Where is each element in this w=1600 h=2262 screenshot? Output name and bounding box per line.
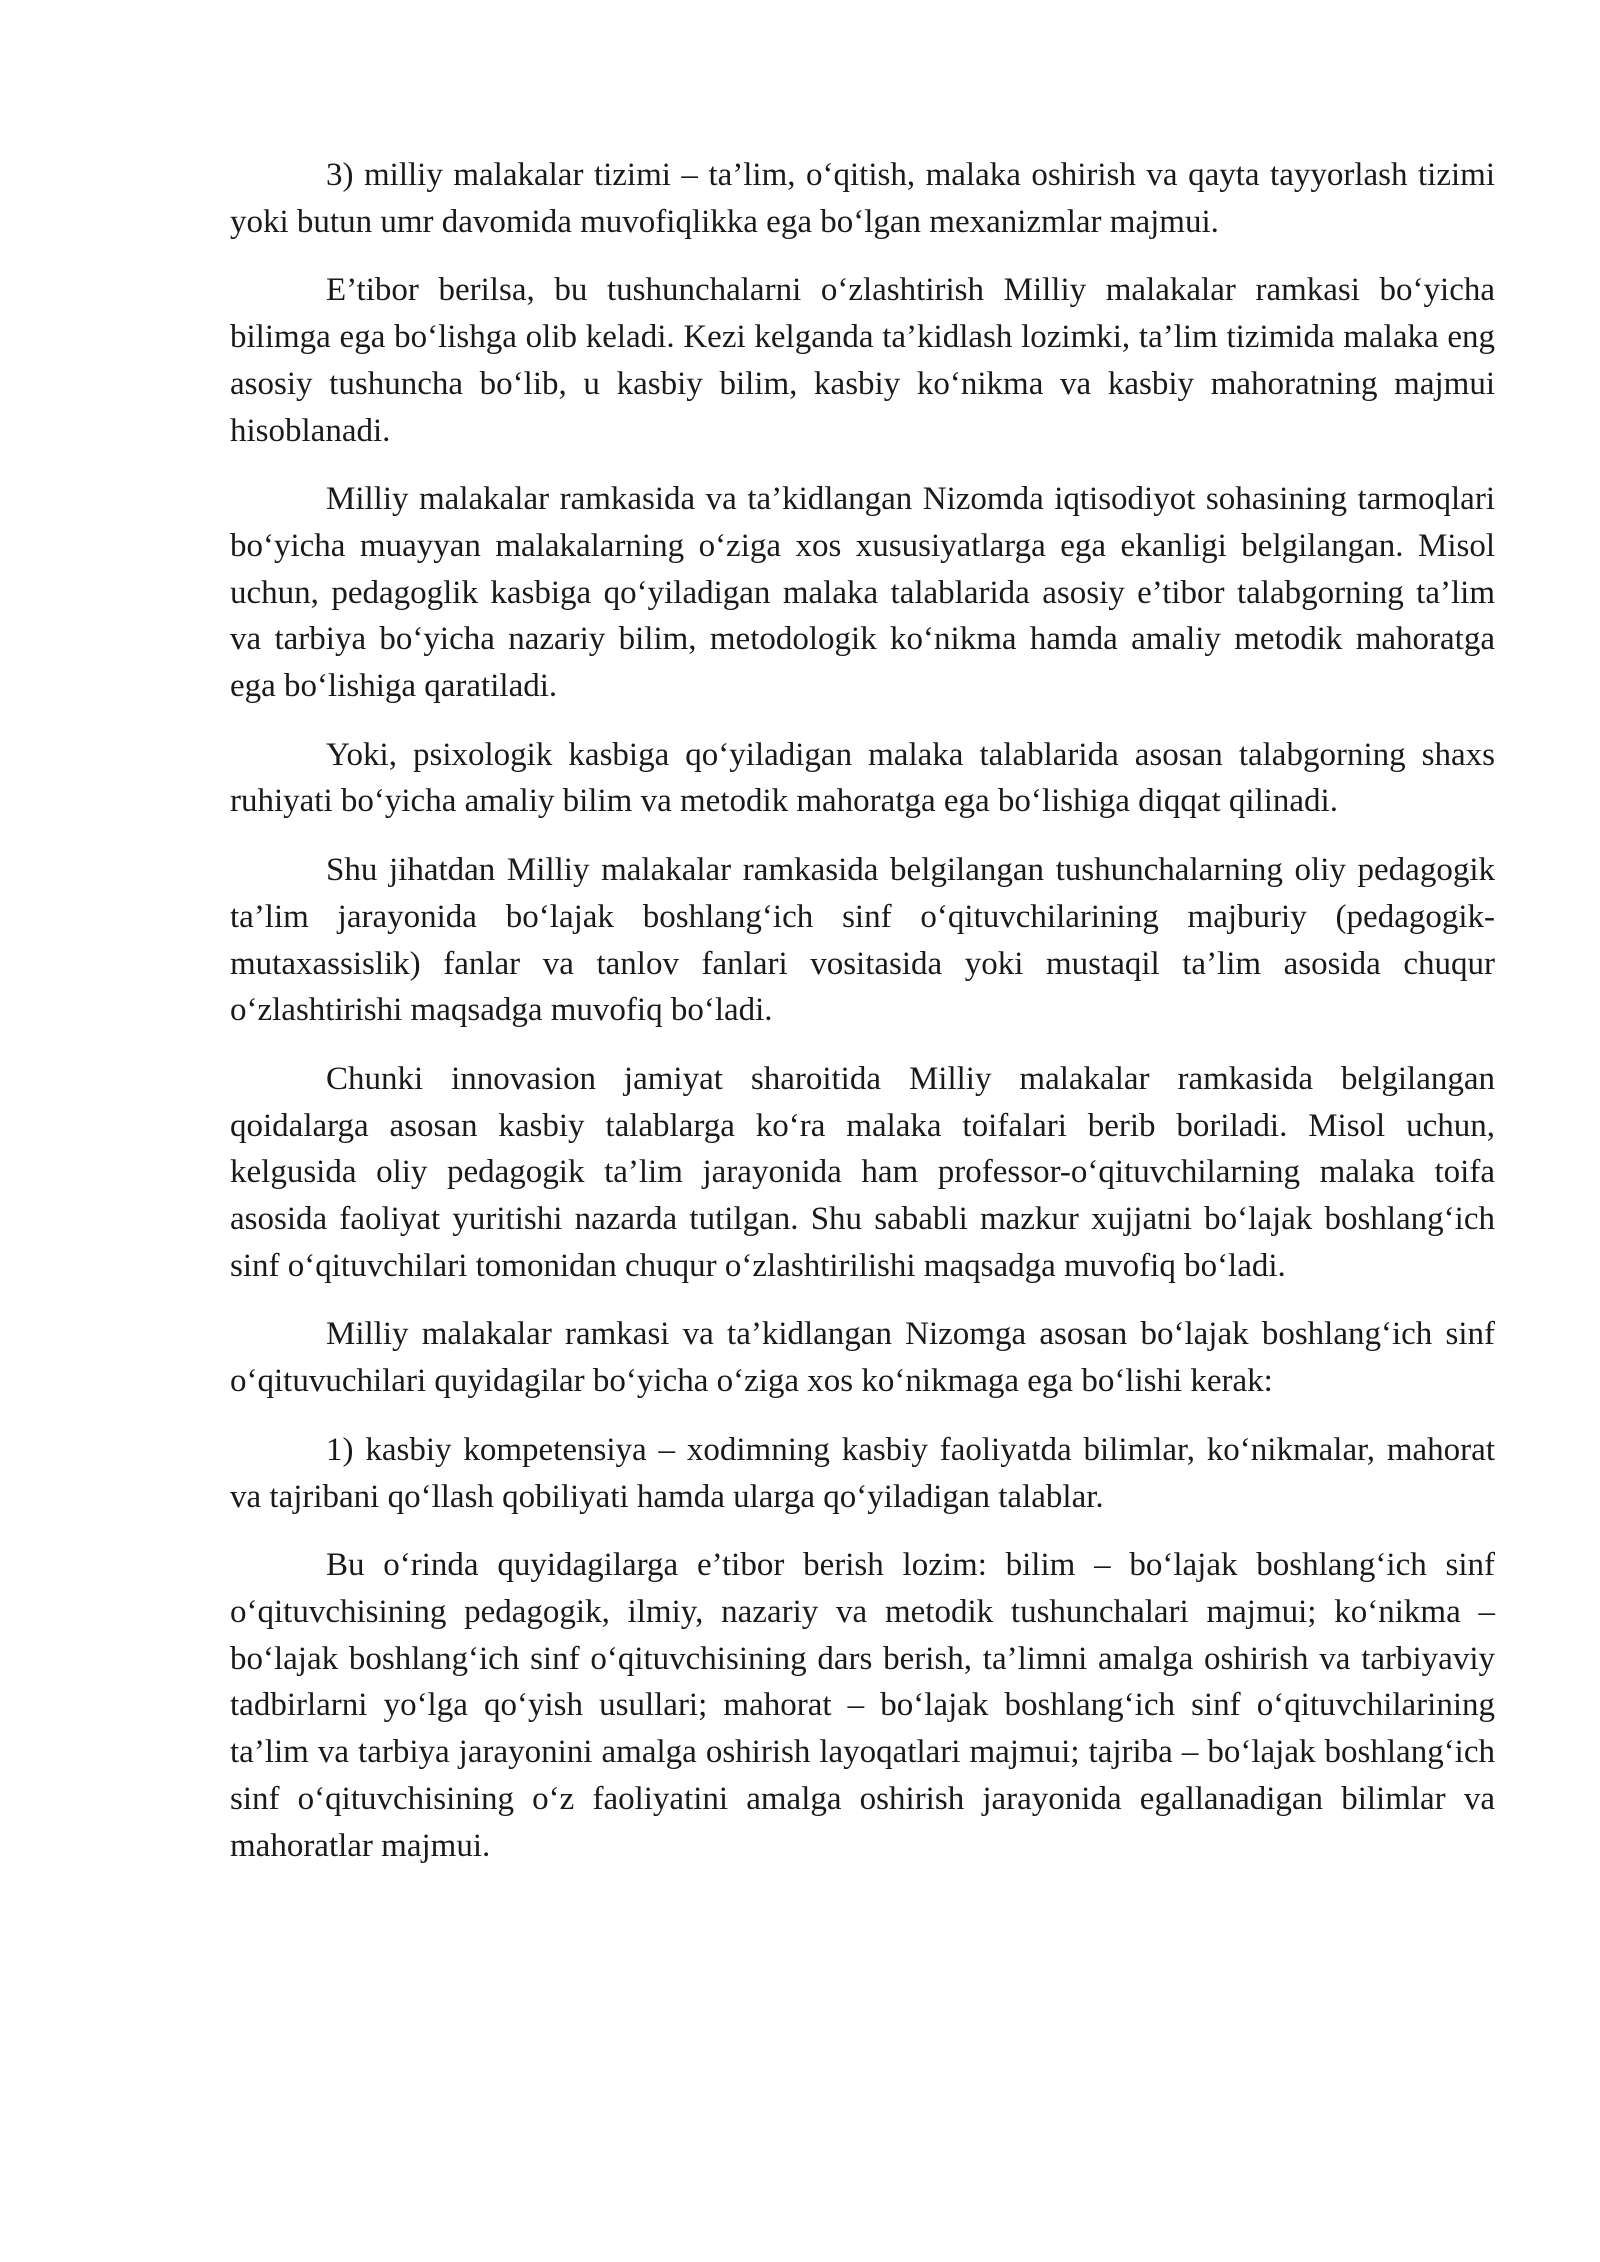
paragraph-3: Milliy malakalar ramkasida va ta’kidlangan Nizomda iqtisodiyot sohasining tarmoqlari bo‘yicha muayyan malakalarning o‘ziga xos xususiyatlarga ega ekanligi belgilangan. Misol uchun, pedagoglik kasbiga qo‘yiladigan malaka talablarida asosiy e’tibor talabgorning ta’lim va tarbiya bo‘yicha nazariy bilim, metodologik ko‘nikma hamda amaliy metodik mahoratga ega bo‘lishiga qaratiladi.	[230, 481, 1495, 705]
paragraph-2: E’tibor berilsa, bu tushunchalarni o‘zlashtirish Milliy malakalar ramkasi bo‘yicha bilimga ega bo‘lishga olib keladi. Kezi kelganda ta’kidlash lozimki, ta’lim tizimida malaka eng asosiy tushuncha bo‘lib, u kasbiy bilim, kasbiy ko‘nikma va kasbiy mahoratning majmui hisoblanadi.	[230, 272, 1495, 449]
paragraph-7: Milliy malakalar ramkasi va ta’kidlangan Nizomga asosan bo‘lajak boshlang‘ich sinf o‘qituvuchilari quyidagilar bo‘yicha o‘ziga xos ko‘nikmaga ega bo‘lishi kerak:	[230, 1316, 1495, 1400]
paragraph-8: 1) kasbiy kompetensiya – xodimning kasbiy faoliyatda bilimlar, ko‘nikmalar, mahorat va tajribani qo‘llash qobiliyati hamda ularga qo‘yiladigan talablar.	[230, 1431, 1495, 1515]
paragraph-1: 3) milliy malakalar tizimi – ta’lim, o‘qitish, malaka oshirish va qayta tayyorlash tizimi yoki butun umr davomida muvofiqlikka ega bo‘lgan mexanizmlar majmui.	[230, 157, 1495, 240]
paragraph-5: Shu jihatdan Milliy malakalar ramkasida belgilangan tushunchalarning oliy pedagogik ta’lim jarayonida bo‘lajak boshlang‘ich sinf o‘qituvchilarining majburiy (pedagogik-mutaxassislik) fanlar va tanlov fanlari vositasida yoki mustaqil ta’lim asosida chuqur o‘zlashtirishi maqsadga muvofiq bo‘ladi.	[230, 852, 1495, 1029]
document-body	[230, 152, 1495, 1869]
paragraph-4: Yoki, psixologik kasbiga qo‘yiladigan malaka talablarida asosan talabgorning shaxs ruhiyati bo‘yicha amaliy bilim va metodik mahoratga ega bo‘lishiga diqqat qilinadi.	[230, 736, 1495, 820]
paragraph-6: Chunki innovasion jamiyat sharoitida Milliy malakalar ramkasida belgilangan qoidalarga asosan kasbiy talablarga ko‘ra malaka toifalari berib boriladi. Misol uchun, kelgusida oliy pedagogik ta’lim jarayonida ham professor-o‘qituvchilarning malaka toifa asosida faoliyat yuritishi nazarda tutilgan. Shu sababli mazkur xujjatni bo‘lajak boshlang‘ich sinf o‘qituvchilari tomonidan chuqur o‘zlashtirilishi maqsadga muvofiq bo‘ladi.	[230, 1060, 1495, 1284]
paragraph-9: Bu o‘rinda quyidagilarga e’tibor berish lozim: bilim – bo‘lajak boshlang‘ich sinf o‘qituvchisining pedagogik, ilmiy, nazariy va metodik tushunchalari majmui; ko‘nikma – bo‘lajak boshlang‘ich sinf o‘qituvchisining dars berish, ta’limni amalga oshirish va tarbiyaviy tadbirlarni yo‘lga qo‘yish usullari; mahorat – bo‘lajak boshlang‘ich sinf o‘qituvchilarining ta’lim va tarbiya jarayonini amalga oshirish layoqatlari majmui; tajriba – bo‘lajak boshlang‘ich sinf o‘qituvchisining o‘z faoliyatini amalga oshirish jarayonida egallanadigan bilimlar va mahoratlar majmui.	[230, 1547, 1495, 1864]
